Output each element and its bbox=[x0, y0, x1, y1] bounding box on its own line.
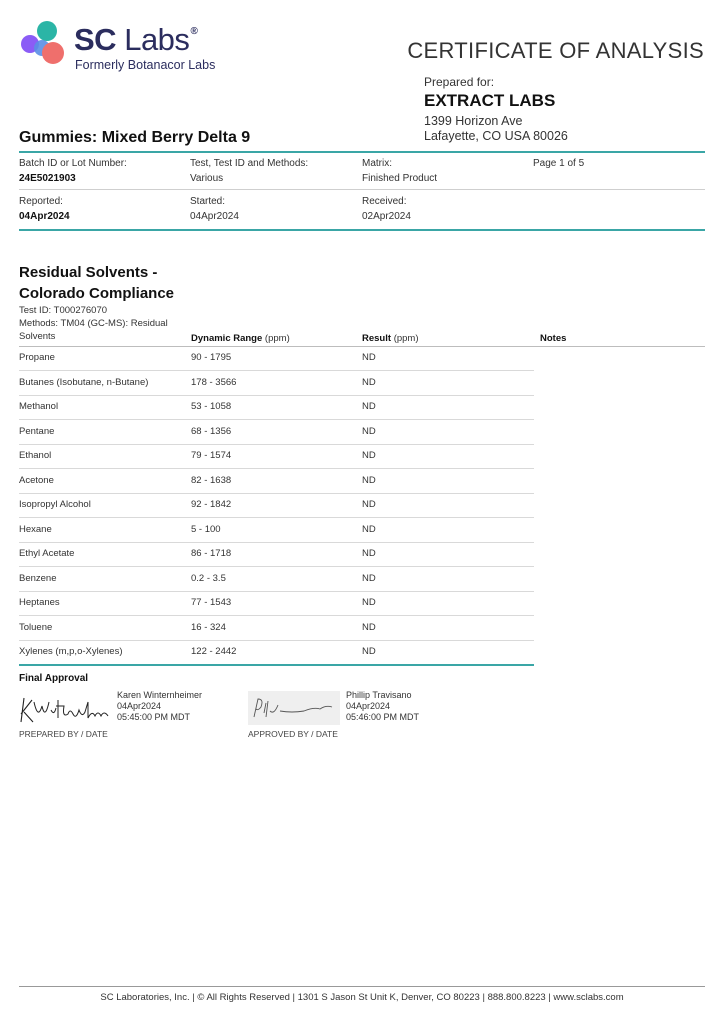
dynamic-range: 5 - 100 bbox=[191, 523, 221, 535]
column-header-solvents: Solvents bbox=[19, 331, 56, 342]
result-value: ND bbox=[362, 646, 376, 657]
preparer-date: 04Apr2024 bbox=[117, 701, 162, 711]
preparer-details bbox=[117, 690, 202, 723]
test-methods: Methods: TM04 (GC-MS): Residual bbox=[19, 318, 168, 329]
test-value: Various bbox=[190, 173, 224, 184]
table-row bbox=[19, 567, 534, 592]
test-label: Test, Test ID and Methods: bbox=[190, 158, 309, 169]
table-row bbox=[19, 640, 534, 666]
table-row bbox=[19, 591, 534, 616]
table-row bbox=[19, 444, 534, 469]
approver-signature-icon bbox=[248, 691, 340, 725]
reported-label: Reported: bbox=[19, 196, 63, 207]
footer-divider bbox=[19, 986, 705, 987]
matrix-value: Finished Product bbox=[362, 173, 438, 184]
result-value: ND bbox=[362, 376, 376, 388]
result-value: ND bbox=[362, 572, 376, 584]
solvent-name: Hexane bbox=[19, 523, 52, 535]
batch-label: Batch ID or Lot Number: bbox=[19, 158, 127, 169]
dynamic-range: 86 - 1718 bbox=[191, 548, 232, 559]
batch-value: 24E5021903 bbox=[19, 173, 76, 184]
table-row bbox=[19, 518, 534, 543]
section-title bbox=[19, 262, 174, 304]
brand-name: SC Labs® bbox=[74, 22, 198, 57]
divider bbox=[19, 151, 705, 153]
prepared-by-caption: PREPARED BY / DATE bbox=[19, 729, 108, 739]
result-value: ND bbox=[362, 523, 376, 535]
started-label: Started: bbox=[190, 196, 226, 207]
dynamic-range: 53 - 1058 bbox=[191, 401, 232, 412]
result-value: ND bbox=[362, 548, 376, 559]
dynamic-range: 122 - 2442 bbox=[191, 646, 237, 657]
test-id: Test ID: T000276070 bbox=[19, 305, 108, 316]
table-row bbox=[19, 371, 534, 396]
section-title-line-2: Colorado Compliance bbox=[19, 285, 175, 302]
sc-labs-logo-icon bbox=[20, 20, 66, 66]
solvent-name: Acetone bbox=[19, 474, 54, 486]
address-line-1: 1399 Horizon Ave bbox=[424, 114, 523, 128]
result-value: ND bbox=[362, 499, 376, 510]
solvent-name: Pentane bbox=[19, 425, 55, 437]
dynamic-range: 82 - 1638 bbox=[191, 474, 232, 486]
column-header-result: Result (ppm) bbox=[362, 333, 419, 344]
approved-by-caption: APPROVED BY / DATE bbox=[248, 729, 338, 739]
approver-details bbox=[346, 690, 419, 723]
section-meta bbox=[19, 304, 168, 343]
table-row bbox=[19, 542, 534, 567]
dynamic-range: 77 - 1543 bbox=[191, 597, 232, 608]
dynamic-range: 0.2 - 3.5 bbox=[191, 572, 226, 584]
client-name: EXTRACT LABS bbox=[424, 91, 556, 110]
solvent-name: Ethyl Acetate bbox=[19, 548, 75, 559]
client-address bbox=[424, 114, 568, 144]
table-row bbox=[19, 469, 534, 494]
approver-date: 04Apr2024 bbox=[346, 701, 391, 711]
divider bbox=[19, 189, 705, 190]
address-line-2: Lafayette, CO USA 80026 bbox=[424, 129, 568, 143]
matrix-label: Matrix: bbox=[362, 158, 392, 169]
result-value: ND bbox=[362, 621, 376, 633]
approver-name: Phillip Travisano bbox=[346, 690, 412, 700]
table-row bbox=[19, 493, 534, 518]
reported-value: 04Apr2024 bbox=[19, 211, 70, 222]
solvent-name: Butanes (Isobutane, n-Butane) bbox=[19, 376, 149, 388]
dynamic-range: 92 - 1842 bbox=[191, 499, 232, 510]
solvent-name: Ethanol bbox=[19, 450, 52, 461]
started-value: 04Apr2024 bbox=[190, 211, 239, 222]
solvent-name: Propane bbox=[19, 352, 55, 363]
preparer-signature-icon bbox=[18, 692, 113, 728]
dynamic-range: 90 - 1795 bbox=[191, 352, 232, 363]
table-row bbox=[19, 616, 534, 641]
brand-tagline: Formerly Botanacor Labs bbox=[75, 58, 216, 72]
result-value: ND bbox=[362, 352, 376, 363]
preparer-time: 05:45:00 PM MDT bbox=[117, 712, 191, 722]
page-indicator: Page 1 of 5 bbox=[533, 158, 585, 169]
solvent-name: Benzene bbox=[19, 572, 57, 584]
result-value: ND bbox=[362, 597, 376, 608]
received-value: 02Apr2024 bbox=[362, 211, 411, 222]
solvent-name: Methanol bbox=[19, 401, 59, 412]
result-value: ND bbox=[362, 425, 376, 437]
dynamic-range: 16 - 324 bbox=[191, 621, 226, 633]
product-title: Gummies: Mixed Berry Delta 9 bbox=[19, 129, 251, 146]
solvent-name: Isopropyl Alcohol bbox=[19, 499, 91, 510]
table-row bbox=[19, 395, 534, 420]
footer-text: SC Laboratories, Inc. | © All Rights Reserved | 1301 S Jason St Unit K, Denver, CO 80223 | 888.800.8223 | www.sclabs.com bbox=[100, 992, 624, 1003]
approver-time: 05:46:00 PM MDT bbox=[346, 712, 420, 722]
received-label: Received: bbox=[362, 196, 407, 207]
divider bbox=[19, 229, 705, 231]
solvent-name: Xylenes (m,p,o-Xylenes) bbox=[19, 646, 123, 657]
dynamic-range: 68 - 1356 bbox=[191, 425, 232, 437]
table-row bbox=[19, 420, 534, 445]
preparer-name: Karen Winternheimer bbox=[117, 690, 203, 700]
dynamic-range: 178 - 3566 bbox=[191, 376, 237, 388]
approver-signature-box bbox=[248, 691, 340, 725]
final-approval-title: Final Approval bbox=[19, 673, 89, 684]
dynamic-range: 79 - 1574 bbox=[191, 450, 232, 461]
column-header-range: Dynamic Range (ppm) bbox=[191, 333, 290, 344]
result-value: ND bbox=[362, 474, 376, 486]
result-value: ND bbox=[362, 450, 376, 461]
prepared-for-label: Prepared for: bbox=[424, 75, 495, 89]
section-title-line-1: Residual Solvents - bbox=[19, 264, 158, 281]
result-value: ND bbox=[362, 401, 376, 412]
table-row bbox=[19, 346, 534, 371]
solvent-name: Toluene bbox=[19, 621, 53, 633]
column-header-notes: Notes bbox=[540, 333, 567, 344]
solvent-name: Heptanes bbox=[19, 597, 60, 608]
certificate-title: CERTIFICATE OF ANALYSIS bbox=[407, 38, 704, 63]
